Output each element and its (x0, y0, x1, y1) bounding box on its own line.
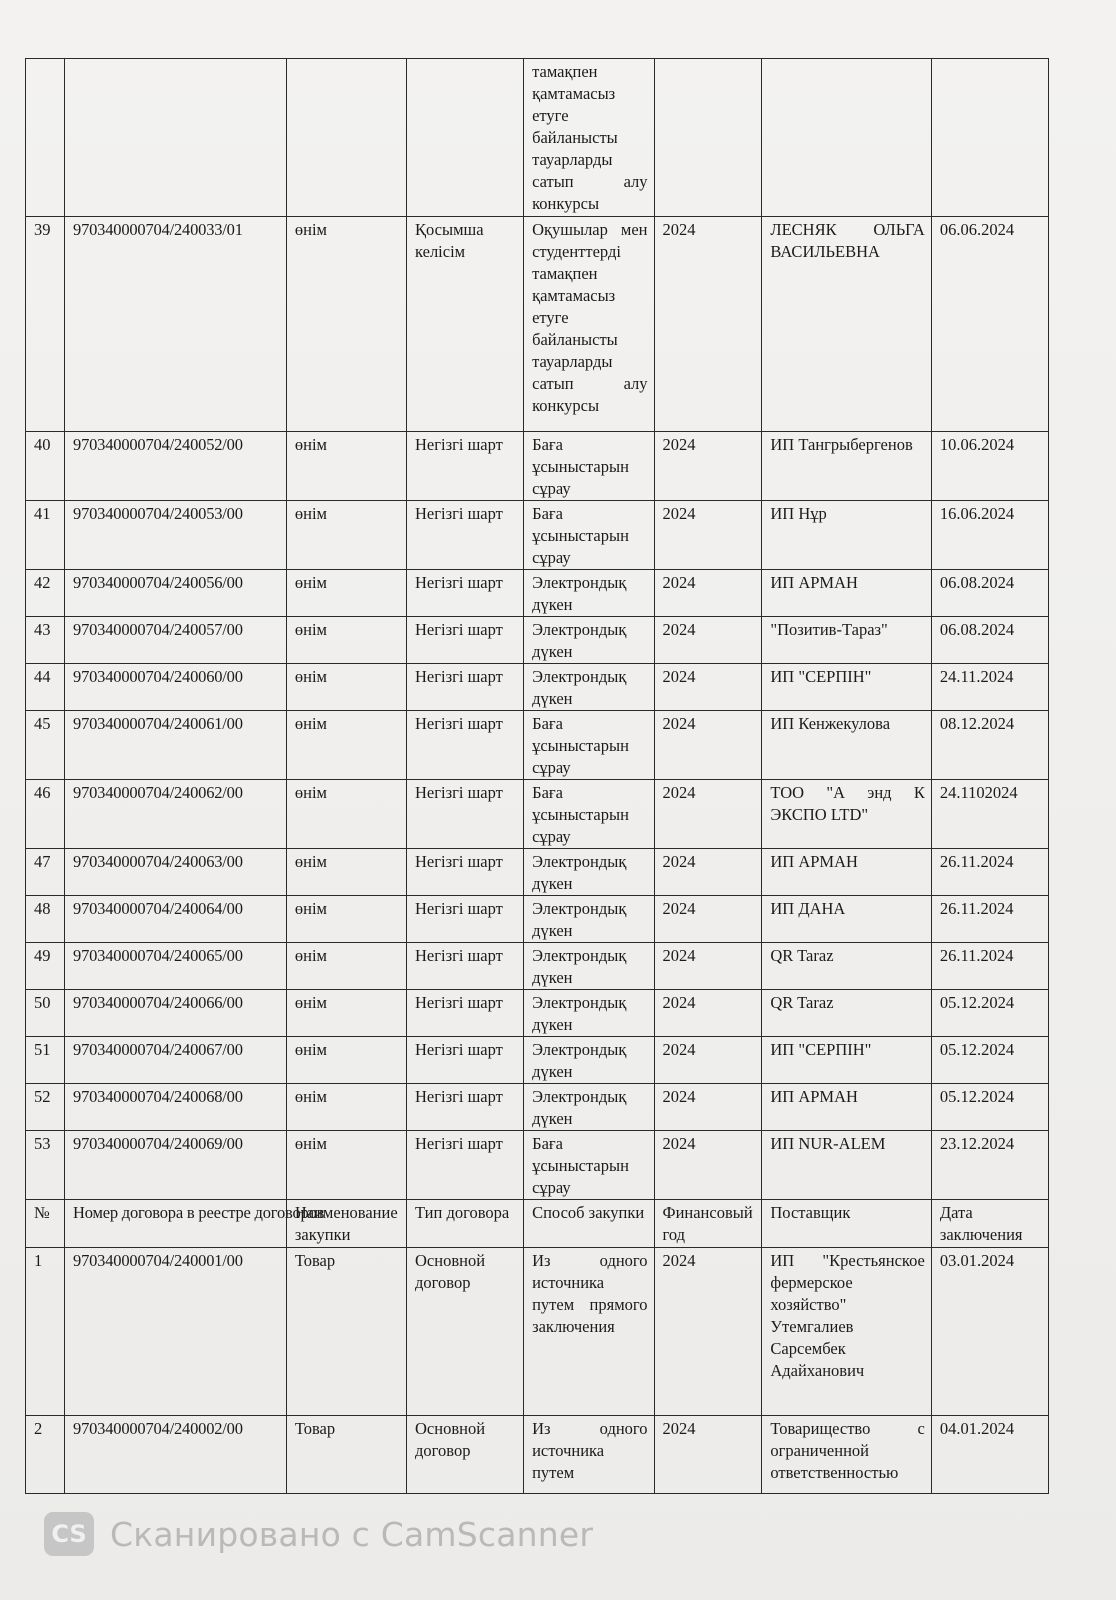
cell-financial-year: 2024 (654, 849, 762, 896)
cell-conclusion-date: 05.12.2024 (931, 990, 1048, 1037)
cell-number: 43 (26, 617, 65, 664)
cell-number: 52 (26, 1084, 65, 1131)
cell-purchase-subject: өнім (286, 501, 406, 570)
cell-procurement-method: Электрондық дүкен (524, 570, 654, 617)
table-body (26, 59, 1049, 1494)
cell-financial-year: 2024 (654, 217, 762, 432)
cell-purchase-subject: өнім (286, 617, 406, 664)
cell-number: 48 (26, 896, 65, 943)
cell-contract-number: 970340000704/240068/00 (65, 1084, 287, 1131)
cell-contract-type: Негізгі шарт (407, 711, 524, 780)
cell-contract-number: 970340000704/240060/00 (65, 664, 287, 711)
cell-purchase-subject: өнім (286, 990, 406, 1037)
cell-procurement-method: Электрондық дүкен (524, 849, 654, 896)
cell-contract-type: Негізгі шарт (407, 1037, 524, 1084)
cell-number: 51 (26, 1037, 65, 1084)
cell-number: 47 (26, 849, 65, 896)
cell-contract-type: Негізгі шарт (407, 1084, 524, 1131)
cell-contract-type: Негізгі шарт (407, 432, 524, 501)
cell-financial-year: 2024 (654, 617, 762, 664)
cell-conclusion-date: 26.11.2024 (931, 849, 1048, 896)
cell-supplier: ТОО "А энд К ЭКСПО LTD" (762, 780, 931, 849)
cell-purchase-subject: өнім (286, 849, 406, 896)
cell-number: 42 (26, 570, 65, 617)
cell-supplier: ИП АРМАН (762, 849, 931, 896)
cell-number: 53 (26, 1131, 65, 1200)
cell-purchase-subject: өнім (286, 1037, 406, 1084)
cell-supplier: ИП "Крестьянское фермерское хозяйство" Утемгалиев Сарсембек Адайханович (762, 1248, 931, 1416)
cell-contract-type: Негізгі шарт (407, 896, 524, 943)
cell-procurement-method: Электрондық дүкен (524, 896, 654, 943)
header-procurement-method: Способ закупки (524, 1200, 654, 1248)
cell-contract-type (407, 59, 524, 217)
cell-supplier: ИП ДАНА (762, 896, 931, 943)
cell-purchase-subject: Товар (286, 1416, 406, 1494)
cell-financial-year: 2024 (654, 943, 762, 990)
cell-contract-type: Основной договор (407, 1416, 524, 1494)
cell-contract-number: 970340000704/240061/00 (65, 711, 287, 780)
cell-purchase-subject: өнім (286, 943, 406, 990)
cell-supplier: ИП Кенжекулова (762, 711, 931, 780)
cell-number: 41 (26, 501, 65, 570)
cell-financial-year: 2024 (654, 990, 762, 1037)
header-supplier: Поставщик (762, 1200, 931, 1248)
cell-supplier: QR Taraz (762, 990, 931, 1037)
cell-number: 50 (26, 990, 65, 1037)
cell-contract-type: Негізгі шарт (407, 664, 524, 711)
cell-contract-type: Негізгі шарт (407, 990, 524, 1037)
cell-supplier: "Позитив-Тараз" (762, 617, 931, 664)
cell-financial-year: 2024 (654, 1037, 762, 1084)
table-row (26, 990, 1049, 1037)
cell-procurement-method: Электрондық дүкен (524, 1037, 654, 1084)
cell-financial-year: 2024 (654, 1131, 762, 1200)
cell-financial-year: 2024 (654, 711, 762, 780)
cell-contract-type: Негізгі шарт (407, 849, 524, 896)
header-conclusion-date: Дата заключения (931, 1200, 1048, 1248)
cell-contract-type: Негізгі шарт (407, 943, 524, 990)
header-contract-number: Номер договора в реестре договоров (65, 1200, 287, 1248)
cell-contract-number: 970340000704/240052/00 (65, 432, 287, 501)
cell-contract-type: Негізгі шарт (407, 1131, 524, 1200)
cell-conclusion-date: 06.06.2024 (931, 217, 1048, 432)
cell-contract-number: 970340000704/240053/00 (65, 501, 287, 570)
cell-contract-type: Негізгі шарт (407, 570, 524, 617)
cell-procurement-method: Электрондық дүкен (524, 617, 654, 664)
camscanner-logo-icon: CS (44, 1512, 94, 1556)
cell-supplier: Товарищество с ограниченной ответственностью (762, 1416, 931, 1494)
camscanner-watermark (44, 1512, 593, 1556)
cell-financial-year: 2024 (654, 1084, 762, 1131)
table-row-continuation (26, 59, 1049, 217)
cell-conclusion-date: 06.08.2024 (931, 617, 1048, 664)
header-contract-type: Тип договора (407, 1200, 524, 1248)
cell-conclusion-date: 04.01.2024 (931, 1416, 1048, 1494)
cell-contract-type: Негізгі шарт (407, 617, 524, 664)
cell-procurement-method: Электрондық дүкен (524, 664, 654, 711)
cell-supplier: ИП "СЕРПІН" (762, 664, 931, 711)
cell-contract-number: 970340000704/240056/00 (65, 570, 287, 617)
contracts-register-table (25, 58, 1049, 1494)
cell-supplier: ЛЕСНЯК ОЛЬГА ВАСИЛЬЕВНА (762, 217, 931, 432)
table-row (26, 1416, 1049, 1494)
cell-number: 40 (26, 432, 65, 501)
cell-purchase-subject: өнім (286, 896, 406, 943)
cell-supplier (762, 59, 931, 217)
cell-procurement-method: Баға ұсыныстарын сұрау (524, 432, 654, 501)
table-row (26, 780, 1049, 849)
table-row (26, 617, 1049, 664)
watermark-text: Сканировано с CamScanner (110, 1514, 594, 1554)
cell-purchase-subject: өнім (286, 570, 406, 617)
table-row (26, 849, 1049, 896)
cell-procurement-method: Баға ұсыныстарын сұрау (524, 501, 654, 570)
cell-financial-year: 2024 (654, 1248, 762, 1416)
cell-procurement-method: Электрондық дүкен (524, 990, 654, 1037)
cell-contract-number: 970340000704/240062/00 (65, 780, 287, 849)
cell-financial-year: 2024 (654, 1416, 762, 1494)
cell-procurement-method: Из одного источника путем прямого заключения (524, 1248, 654, 1416)
cell-contract-number: 970340000704/240066/00 (65, 990, 287, 1037)
cell-purchase-subject: Товар (286, 1248, 406, 1416)
cell-financial-year: 2024 (654, 896, 762, 943)
cell-conclusion-date: 05.12.2024 (931, 1084, 1048, 1131)
cell-contract-number: 970340000704/240002/00 (65, 1416, 287, 1494)
table-row (26, 501, 1049, 570)
cell-contract-number: 970340000704/240064/00 (65, 896, 287, 943)
table-row (26, 664, 1049, 711)
cell-conclusion-date: 08.12.2024 (931, 711, 1048, 780)
cell-number (26, 59, 65, 217)
cell-purchase-subject: өнім (286, 1131, 406, 1200)
cell-financial-year: 2024 (654, 664, 762, 711)
cell-purchase-subject: өнім (286, 1084, 406, 1131)
cell-procurement-method: Баға ұсыныстарын сұрау (524, 1131, 654, 1200)
cell-supplier: QR Taraz (762, 943, 931, 990)
table-row (26, 711, 1049, 780)
table-row (26, 1248, 1049, 1416)
cell-purchase-subject (286, 59, 406, 217)
cell-purchase-subject: өнім (286, 217, 406, 432)
cell-conclusion-date: 16.06.2024 (931, 501, 1048, 570)
table-row (26, 1084, 1049, 1131)
cell-procurement-method: Оқушылар мен студенттерді тамақпен қамтамасыз етуге байланысты тауарларды сатып алу конкурсы (524, 217, 654, 432)
cell-contract-number: 970340000704/240001/00 (65, 1248, 287, 1416)
cell-financial-year: 2024 (654, 780, 762, 849)
table-row (26, 1131, 1049, 1200)
header-number: № (26, 1200, 65, 1248)
cell-supplier: ИП АРМАН (762, 570, 931, 617)
cell-conclusion-date: 24.11.2024 (931, 664, 1048, 711)
table-row (26, 896, 1049, 943)
cell-number: 44 (26, 664, 65, 711)
cell-conclusion-date: 03.01.2024 (931, 1248, 1048, 1416)
table-row (26, 570, 1049, 617)
cell-conclusion-date (931, 59, 1048, 217)
table-row (26, 943, 1049, 990)
cell-contract-number: 970340000704/240065/00 (65, 943, 287, 990)
cell-contract-number: 970340000704/240033/01 (65, 217, 287, 432)
cell-financial-year (654, 59, 762, 217)
cell-conclusion-date: 05.12.2024 (931, 1037, 1048, 1084)
cell-conclusion-date: 26.11.2024 (931, 943, 1048, 990)
cell-conclusion-date: 24.1102024 (931, 780, 1048, 849)
cell-supplier: ИП NUR-ALEM (762, 1131, 931, 1200)
cell-contract-number: 970340000704/240057/00 (65, 617, 287, 664)
cell-contract-type: Негізгі шарт (407, 780, 524, 849)
cell-supplier: ИП АРМАН (762, 1084, 931, 1131)
cell-procurement-method: Электрондық дүкен (524, 943, 654, 990)
cell-number: 2 (26, 1416, 65, 1494)
cell-number: 1 (26, 1248, 65, 1416)
cell-procurement-method: Из одного источника путем (524, 1416, 654, 1494)
cell-conclusion-date: 06.08.2024 (931, 570, 1048, 617)
cell-purchase-subject: өнім (286, 664, 406, 711)
cell-contract-number (65, 59, 287, 217)
cell-contract-type: Основной договор (407, 1248, 524, 1416)
cell-number: 49 (26, 943, 65, 990)
cell-procurement-method: Баға ұсыныстарын сұрау (524, 711, 654, 780)
cell-conclusion-date: 10.06.2024 (931, 432, 1048, 501)
cell-contract-number: 970340000704/240063/00 (65, 849, 287, 896)
cell-purchase-subject: өнім (286, 780, 406, 849)
cell-supplier: ИП Тангрыбергенов (762, 432, 931, 501)
cell-procurement-method: тамақпен қамтамасыз етуге байланысты тауарларды сатып алу конкурсы (524, 59, 654, 217)
table-row (26, 432, 1049, 501)
header-financial-year: Финансовый год (654, 1200, 762, 1248)
cell-financial-year: 2024 (654, 570, 762, 617)
cell-number: 39 (26, 217, 65, 432)
cell-contract-type: Негізгі шарт (407, 501, 524, 570)
cell-purchase-subject: өнім (286, 711, 406, 780)
cell-contract-number: 970340000704/240069/00 (65, 1131, 287, 1200)
cell-purchase-subject: өнім (286, 432, 406, 501)
table-header-row (26, 1200, 1049, 1248)
cell-procurement-method: Электрондық дүкен (524, 1084, 654, 1131)
cell-contract-type: Қосымша келісім (407, 217, 524, 432)
cell-financial-year: 2024 (654, 432, 762, 501)
header-purchase-subject: Наименование закупки (286, 1200, 406, 1248)
cell-contract-number: 970340000704/240067/00 (65, 1037, 287, 1084)
table-row (26, 1037, 1049, 1084)
cell-financial-year: 2024 (654, 501, 762, 570)
cell-procurement-method: Баға ұсыныстарын сұрау (524, 780, 654, 849)
cell-conclusion-date: 23.12.2024 (931, 1131, 1048, 1200)
cell-conclusion-date: 26.11.2024 (931, 896, 1048, 943)
cell-supplier: ИП Нұр (762, 501, 931, 570)
cell-number: 46 (26, 780, 65, 849)
cell-number: 45 (26, 711, 65, 780)
table-row (26, 217, 1049, 432)
cell-supplier: ИП "СЕРПІН" (762, 1037, 931, 1084)
